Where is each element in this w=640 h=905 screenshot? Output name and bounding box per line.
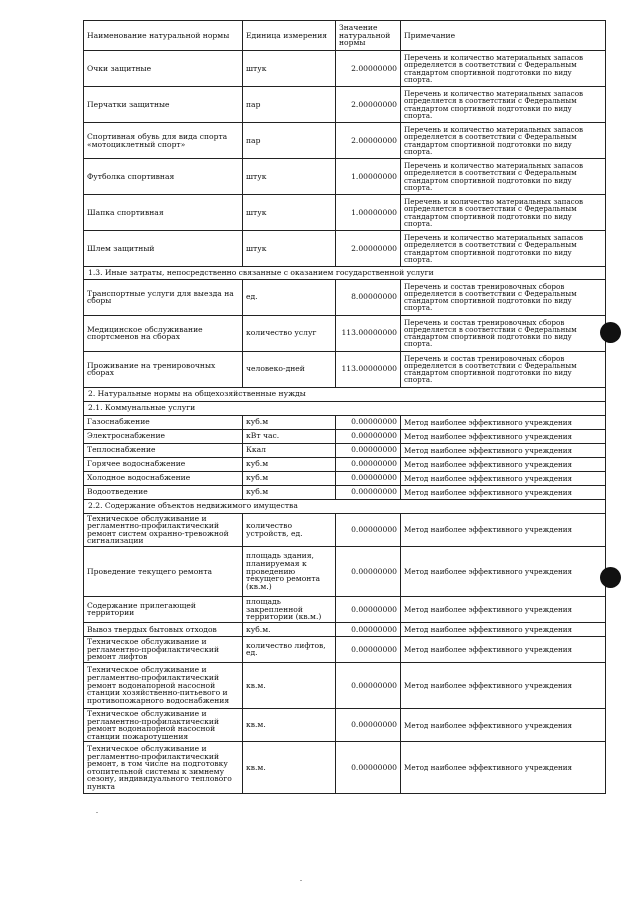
- header-value: Значение натуральной нормы: [336, 21, 401, 51]
- cell-value: 0.00000000: [336, 596, 401, 622]
- cell-note: Перечень и количество материальных запасов определяется в соответствии с Федеральным стандартом спортивной подготовки по виду спорта.: [401, 123, 606, 159]
- cell-value: 0.00000000: [336, 546, 401, 596]
- cell-value: 0.00000000: [336, 622, 401, 636]
- header-unit: Единица измерения: [243, 21, 336, 51]
- cell-name: Холодное водоснабжение: [84, 471, 243, 485]
- cell-unit: кв.м.: [243, 662, 336, 708]
- cell-name: Проведение текущего ремонта: [84, 546, 243, 596]
- cell-name: Теплоснабжение: [84, 443, 243, 457]
- cell-unit: штук: [243, 159, 336, 195]
- cell-note: Метод наиболее эффективного учреждения: [401, 622, 606, 636]
- table-row: [84, 279, 606, 315]
- cell-note: Перечень и состав тренировочных сборов определяется в соответствии с Федеральным стандартом спортивной подготовки по виду спорта.: [401, 279, 606, 315]
- cell-note: Метод наиболее эффективного учреждения: [401, 429, 606, 443]
- cell-note: Перечень и количество материальных запасов определяется в соответствии с Федеральным стандартом спортивной подготовки по виду спорта.: [401, 51, 606, 87]
- cell-value: 2.00000000: [336, 87, 401, 123]
- cell-unit: куб.м: [243, 415, 336, 429]
- cell-unit: куб.м: [243, 457, 336, 471]
- cell-name: Перчатки защитные: [84, 87, 243, 123]
- cell-value: 8.00000000: [336, 279, 401, 315]
- table-row: [84, 231, 606, 267]
- cell-unit: количество лифтов, ед.: [243, 636, 336, 662]
- table-row: [84, 457, 606, 471]
- cell-value: 0.00000000: [336, 443, 401, 457]
- cell-note: Метод наиболее эффективного учреждения: [401, 636, 606, 662]
- cell-note: Метод наиболее эффективного учреждения: [401, 471, 606, 485]
- cell-name: Техническое обслуживание и регламентно-профилактический ремонт водонапорной насосной станции хозяйственно-питьевого и противопожарного водоснабжения: [84, 662, 243, 708]
- cell-name: Шапка спортивная: [84, 195, 243, 231]
- cell-value: 0.00000000: [336, 742, 401, 794]
- cell-name: Очки защитные: [84, 51, 243, 87]
- section-row: [84, 401, 606, 415]
- section-row: [84, 267, 606, 280]
- cell-name: Содержание прилегающей территории: [84, 596, 243, 622]
- cell-note: Метод наиболее эффективного учреждения: [401, 485, 606, 499]
- cell-value: 0.00000000: [336, 429, 401, 443]
- section-title: 2.1. Коммунальные услуги: [84, 401, 606, 415]
- cell-name: Техническое обслуживание и регламентно-профилактический ремонт систем охранно-тревожной сигнализации: [84, 513, 243, 546]
- cell-value: 1.00000000: [336, 159, 401, 195]
- cell-unit: человеко-дней: [243, 351, 336, 387]
- section-row: [84, 499, 606, 513]
- cell-unit: количество услуг: [243, 315, 336, 351]
- cell-unit: кВт час.: [243, 429, 336, 443]
- section-title: 2. Натуральные нормы на общехозяйственные нужды: [84, 387, 606, 401]
- cell-unit: площадь здания, планируемая к проведению текущего ремонта (кв.м.): [243, 546, 336, 596]
- cell-unit: штук: [243, 195, 336, 231]
- section-title: 1.3. Иные затраты, непосредственно связанные с оказанием государственной услуги: [84, 267, 606, 280]
- header-note: Примечание: [401, 21, 606, 51]
- cell-name: Электроснабжение: [84, 429, 243, 443]
- cell-note: Метод наиболее эффективного учреждения: [401, 513, 606, 546]
- cell-note: Перечень и состав тренировочных сборов определяется в соответствии с Федеральным стандартом спортивной подготовки по виду спорта.: [401, 315, 606, 351]
- cell-note: Перечень и состав тренировочных сборов определяется в соответствии с Федеральным стандартом спортивной подготовки по виду спорта.: [401, 351, 606, 387]
- cell-note: Перечень и количество материальных запасов определяется в соответствии с Федеральным стандартом спортивной подготовки по виду спорта.: [401, 231, 606, 267]
- cell-unit: куб.м: [243, 485, 336, 499]
- table-row: [84, 415, 606, 429]
- table-header-row: [84, 21, 606, 51]
- cell-note: Метод наиболее эффективного учреждения: [401, 742, 606, 794]
- table-row: [84, 708, 606, 741]
- scan-speck: [300, 880, 302, 881]
- table-row: [84, 546, 606, 596]
- cell-unit: площадь закрепленной территории (кв.м.): [243, 596, 336, 622]
- cell-note: Метод наиболее эффективного учреждения: [401, 596, 606, 622]
- cell-name: Техническое обслуживание и регламентно-профилактический ремонт лифтов: [84, 636, 243, 662]
- natural-norms-table: [83, 20, 606, 794]
- table-row: [84, 443, 606, 457]
- cell-name: Футболка спортивная: [84, 159, 243, 195]
- table-row: [84, 471, 606, 485]
- cell-value: 1.00000000: [336, 195, 401, 231]
- cell-unit: количество устройств, ед.: [243, 513, 336, 546]
- cell-value: 0.00000000: [336, 415, 401, 429]
- punch-hole-bottom: [600, 567, 621, 588]
- cell-name: Шлем защитный: [84, 231, 243, 267]
- cell-note: Перечень и количество материальных запасов определяется в соответствии с Федеральным стандартом спортивной подготовки по виду спорта.: [401, 159, 606, 195]
- cell-unit: куб.м: [243, 471, 336, 485]
- section-row: [84, 387, 606, 401]
- cell-name: Транспортные услуги для выезда на сборы: [84, 279, 243, 315]
- cell-name: Проживание на тренировочных сборах: [84, 351, 243, 387]
- cell-name: Спортивная обувь для вида спорта «мотоциклетный спорт»: [84, 123, 243, 159]
- punch-hole-top: [600, 322, 621, 343]
- cell-name: Водоотведение: [84, 485, 243, 499]
- table-row: [84, 351, 606, 387]
- cell-value: 2.00000000: [336, 123, 401, 159]
- cell-unit: Ккал: [243, 443, 336, 457]
- table-row: [84, 636, 606, 662]
- cell-note: Метод наиболее эффективного учреждения: [401, 662, 606, 708]
- cell-name: Газоснабжение: [84, 415, 243, 429]
- table-row: [84, 195, 606, 231]
- cell-unit: штук: [243, 51, 336, 87]
- table-row: [84, 485, 606, 499]
- cell-note: Перечень и количество материальных запасов определяется в соответствии с Федеральным стандартом спортивной подготовки по виду спорта.: [401, 195, 606, 231]
- table-row: [84, 87, 606, 123]
- cell-unit: куб.м.: [243, 622, 336, 636]
- cell-note: Метод наиболее эффективного учреждения: [401, 457, 606, 471]
- table-row: [84, 662, 606, 708]
- table-row: [84, 513, 606, 546]
- cell-note: Метод наиболее эффективного учреждения: [401, 546, 606, 596]
- cell-value: 0.00000000: [336, 708, 401, 741]
- cell-unit: кв.м.: [243, 708, 336, 741]
- cell-value: 0.00000000: [336, 457, 401, 471]
- table-row: [84, 123, 606, 159]
- cell-unit: пар: [243, 123, 336, 159]
- cell-value: 113.00000000: [336, 315, 401, 351]
- cell-value: 2.00000000: [336, 231, 401, 267]
- cell-note: Перечень и количество материальных запасов определяется в соответствии с Федеральным стандартом спортивной подготовки по виду спорта.: [401, 87, 606, 123]
- cell-unit: ед.: [243, 279, 336, 315]
- table-row: [84, 315, 606, 351]
- cell-unit: кв.м.: [243, 742, 336, 794]
- cell-name: Вывоз твердых бытовых отходов: [84, 622, 243, 636]
- header-name: Наименование натуральной нормы: [84, 21, 243, 51]
- cell-value: 113.00000000: [336, 351, 401, 387]
- table-row: [84, 622, 606, 636]
- cell-value: 2.00000000: [336, 51, 401, 87]
- cell-value: 0.00000000: [336, 471, 401, 485]
- cell-unit: пар: [243, 87, 336, 123]
- cell-name: Медицинское обслуживание спортсменов на сборах: [84, 315, 243, 351]
- section-title: 2.2. Содержание объектов недвижимого имущества: [84, 499, 606, 513]
- table-body: [84, 51, 606, 794]
- scan-speck: [96, 812, 98, 813]
- cell-value: 0.00000000: [336, 636, 401, 662]
- table-row: [84, 742, 606, 794]
- cell-name: Техническое обслуживание и регламентно-профилактический ремонт водонапорной насосной станции пожаротушения: [84, 708, 243, 741]
- table-row: [84, 159, 606, 195]
- table-row: [84, 596, 606, 622]
- cell-unit: штук: [243, 231, 336, 267]
- cell-note: Метод наиболее эффективного учреждения: [401, 708, 606, 741]
- cell-name: Техническое обслуживание и регламентно-профилактический ремонт, в том числе на подготовку отопительной системы к зимнему сезону, индивидуального теплового пункта: [84, 742, 243, 794]
- cell-value: 0.00000000: [336, 513, 401, 546]
- cell-note: Метод наиболее эффективного учреждения: [401, 443, 606, 457]
- table-row: [84, 429, 606, 443]
- cell-value: 0.00000000: [336, 662, 401, 708]
- cell-value: 0.00000000: [336, 485, 401, 499]
- cell-note: Метод наиболее эффективного учреждения: [401, 415, 606, 429]
- table-row: [84, 51, 606, 87]
- cell-name: Горячее водоснабжение: [84, 457, 243, 471]
